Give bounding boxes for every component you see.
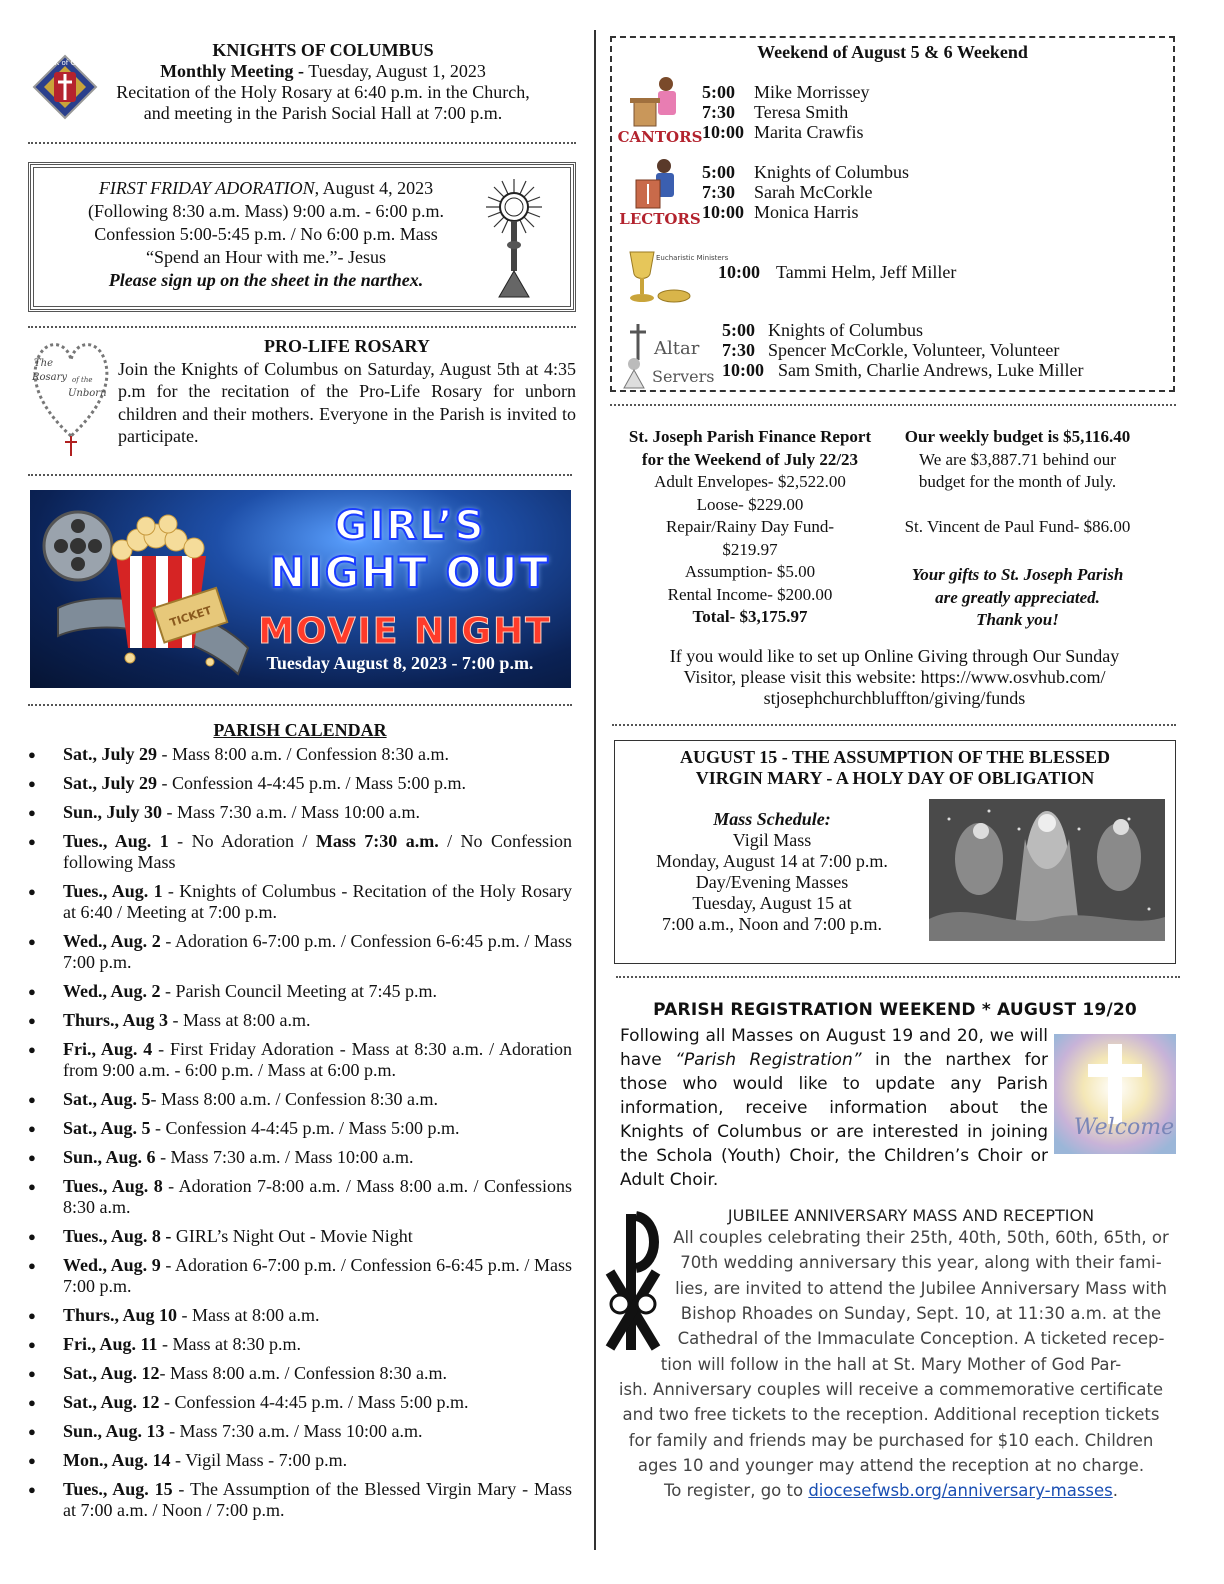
jubilee-anniversary-section — [606, 1206, 1176, 1503]
finance-total: Total- $3,175.97 — [692, 607, 808, 626]
jubilee-line: ish. Anniversary couples will receive a commemorative certificate — [618, 1379, 1164, 1399]
schedule-title: Weekend of August 5 & 6 Weekend — [757, 42, 1028, 62]
koc-meeting-label: Monthly Meeting - — [160, 61, 305, 81]
anniversary-masses-link[interactable]: diocesefwsb.org/anniversary-masses — [808, 1481, 1113, 1501]
calendar-item: ● Sun., Aug. 13 - Mass 7:30 a.m. / Mass 10:00 a.m. — [28, 1421, 572, 1442]
altar-servers-icon — [620, 320, 720, 390]
jubilee-line: Bishop Rhoades on Sunday, Sept. 10, at 11:30 a.m. at the — [680, 1304, 1162, 1324]
thanks-line: Thank you! — [976, 610, 1059, 629]
adoration-title: FIRST FRIDAY ADORATION — [98, 178, 315, 198]
jubilee-line: lies, are invited to attend the Jubilee Anniversary Mass with — [675, 1278, 1167, 1298]
thanks-line: are greatly appreciated. — [935, 587, 1100, 607]
em-label: Eucharistic Ministers — [656, 254, 729, 262]
divider — [616, 976, 1180, 978]
calendar-item: ● Sat., Aug. 5 - Confession 4-4:45 p.m. / Mass 5:00 p.m. — [28, 1118, 572, 1139]
logo-text: K of C — [54, 59, 76, 67]
calendar-item: ● Wed., Aug. 2 - Parish Council Meeting at 7:45 p.m. — [28, 981, 572, 1002]
divider — [28, 704, 572, 706]
calendar-item: ● Sat., July 29 - Mass 8:00 a.m. / Confession 8:30 a.m. — [28, 744, 572, 765]
schedule-line: Tuesday, August 15 at — [692, 893, 852, 913]
calendar-item: ● Sat., July 29 - Confession 4-4:45 p.m. / Mass 5:00 p.m. — [28, 773, 572, 794]
adoration-line-5: Please sign up on the sheet in the narthex. — [108, 270, 424, 290]
online-line-1: If you would like to set up Online Giving through Our Sunday — [669, 646, 1120, 666]
calendar-item: ● Sun., Aug. 6 - Mass 7:30 a.m. / Mass 10:00 a.m. — [28, 1147, 572, 1168]
schedule-line: Monday, August 14 at 7:00 p.m. — [656, 851, 888, 871]
calendar-item: ● Tues., Aug. 1 - No Adoration / Mass 7:30 a.m. / No Confession following Mass — [28, 831, 572, 873]
finance-line: Rental Income- $200.00 — [667, 584, 833, 604]
calendar-item: ● Tues., Aug. 8 - GIRL’s Night Out - Movie Night — [28, 1226, 572, 1247]
girls-night-out-banner — [30, 490, 571, 688]
ticket-text: TICKET — [168, 603, 214, 630]
calendar-item: ● Sat., Aug. 12 - Confession 4-4:45 p.m. / Mass 5:00 p.m. — [28, 1392, 572, 1413]
koc-line-4: and meeting in the Parish Social Hall at 7:00 p.m. — [143, 103, 503, 123]
banner-date: Tuesday August 8, 2023 - 7:00 p.m. — [266, 653, 534, 673]
finance-line: Assumption- $5.00 — [684, 562, 816, 581]
calendar-item: ● Tues., Aug. 15 - The Assumption of the Blessed Virgin Mary - Mass at 7:00 a.m. / Noon / 7:00 p.m. — [28, 1479, 572, 1521]
adoration-line-2: (Following 8:30 a.m. Mass) 9:00 a.m. - 6:00 p.m. — [88, 201, 444, 221]
calendar-item: ● Fri., Aug. 11 - Mass at 8:30 p.m. — [28, 1334, 572, 1355]
adoration-date: , August 4, 2023 — [314, 178, 434, 198]
banner-line-2: NIGHT OUT — [269, 548, 551, 597]
adoration-line-3: Confession 5:00-5:45 p.m. / No 6:00 p.m. Mass — [94, 224, 438, 244]
budget-line: We are $3,887.71 behind our — [919, 449, 1116, 469]
registration-title: PARISH REGISTRATION WEEKEND * AUGUST 19/20 — [653, 1000, 1137, 1020]
rosary-img-text-4: Unborn — [68, 388, 107, 399]
cantors-label: CANTORS — [617, 128, 703, 146]
lectors-label: LECTORS — [619, 210, 701, 228]
calendar-item: ● Sat., Aug. 12- Mass 8:00 a.m. / Confession 8:30 a.m. — [28, 1363, 572, 1384]
finance-line: Adult Envelopes- $2,522.00 — [654, 472, 846, 491]
calendar-item: ● Thurs., Aug 3 - Mass at 8:00 a.m. — [28, 1010, 572, 1031]
divider — [28, 142, 576, 144]
divider — [28, 326, 576, 328]
online-giving — [612, 646, 1177, 709]
schedule-line: Day/Evening Masses — [695, 872, 849, 892]
jubilee-line: All couples celebrating their 25th, 40th, 50th, 60th, 65th, or — [673, 1228, 1169, 1248]
welcome-text: Welcome — [1073, 1115, 1175, 1140]
rosary-of-the-unborn-icon — [28, 336, 114, 460]
jubilee-line: Cathedral of the Immaculate Conception. A ticketed recep- — [677, 1329, 1165, 1349]
servers-label-1: Altar — [654, 338, 700, 359]
thanks-line: Your gifts to St. Joseph Parish — [911, 565, 1124, 584]
divider — [612, 724, 1176, 726]
calendar-item: ● Sat., Aug. 5- Mass 8:00 a.m. / Confession 8:30 a.m. — [28, 1089, 572, 1110]
assumption-box — [614, 740, 1176, 964]
divider — [610, 404, 1176, 406]
finance-line: $219.97 — [722, 539, 778, 559]
parish-calendar — [28, 720, 572, 1529]
finance-line: Repair/Rainy Day Fund- — [665, 517, 835, 536]
calendar-title: PARISH CALENDAR — [213, 720, 387, 740]
calendar-item: ● Fri., Aug. 4 - First Friday Adoration - Mass at 8:30 a.m. / Adoration from 9:00 a.m. - 6:00 p.m. / Mass at 6:00 p.m. — [28, 1039, 572, 1081]
svdp-fund: St. Vincent de Paul Fund- $86.00 — [904, 516, 1131, 536]
first-friday-adoration-box — [28, 162, 576, 312]
rosary-img-text-1: The — [34, 358, 54, 369]
banner-line-1: GIRL’S — [334, 503, 486, 549]
divider — [28, 474, 572, 476]
online-line-3: stjosephchurchbluffton/giving/funds — [763, 688, 1026, 708]
calendar-item: ● Tues., Aug. 8 - Adoration 7-8:00 a.m. / Mass 8:00 a.m. / Confessions 8:30 a.m. — [28, 1176, 572, 1218]
assumption-artwork-icon — [929, 799, 1165, 941]
assumption-title-1: AUGUST 15 - THE ASSUMPTION OF THE BLESSED — [680, 747, 1110, 767]
koc-line-3: Recitation of the Holy Rosary at 6:40 p.m. in the Church, — [116, 82, 530, 102]
calendar-list — [28, 744, 572, 1521]
jubilee-line: for family and friends may be purchased for $10 each. Children — [628, 1430, 1154, 1450]
calendar-item: ● Mon., Aug. 14 - Vigil Mass - 7:00 p.m. — [28, 1450, 572, 1471]
assumption-title-2: VIRGIN MARY - A HOLY DAY OF OBLIGATION — [695, 768, 1095, 788]
adoration-line-4: “Spend an Hour with me.”- Jesus — [146, 247, 386, 267]
calendar-item: ● Tues., Aug. 1 - Knights of Columbus - Recitation of the Holy Rosary at 6:40 / Meeting at 7:00 p.m. — [28, 881, 572, 923]
mass-schedule-title: Mass Schedule: — [713, 809, 831, 829]
banner-line-3: MOVIE NIGHT — [258, 611, 552, 652]
popcorn-film-reel-icon — [38, 498, 258, 678]
knights-of-columbus-emblem-icon — [32, 54, 98, 120]
jubilee-title: JUBILEE ANNIVERSARY MASS AND RECEPTION — [727, 1206, 1095, 1225]
welcome-cross-icon — [1054, 1034, 1176, 1154]
pro-life-rosary-section — [28, 336, 576, 448]
finance-report — [606, 426, 894, 629]
finance-line: Loose- $229.00 — [696, 494, 804, 514]
finance-title-1: St. Joseph Parish Finance Report — [628, 427, 872, 446]
schedule-line: 7:00 a.m., Noon and 7:00 p.m. — [662, 914, 882, 934]
calendar-item: ● Wed., Aug. 2 - Adoration 6-7:00 p.m. / Confession 6-6:45 p.m. / Mass 7:00 p.m. — [28, 931, 572, 973]
schedule-line: Vigil Mass — [732, 830, 812, 850]
registration-body: Following all Masses on August 19 and 20, we will have “Parish Registration” in the narthex for those who would like to update any Parish information, receive information about the Knights of Columbus or are interested in joining the Schola (Youth) Choir, the Children’s Choir or Adult Choir. — [620, 1026, 1048, 1191]
cantor-icon — [617, 74, 703, 146]
servers-label-2: Servers — [652, 367, 715, 386]
jubilee-line: 70th wedding anniversary this year, along with their fami- — [680, 1253, 1162, 1273]
jubilee-line: and two free tickets to the reception. Additional reception tickets — [622, 1405, 1160, 1425]
knights-of-columbus-section — [28, 40, 578, 124]
finance-title-2: for the Weekend of July 22/23 — [641, 449, 859, 469]
budget-line: budget for the month of July. — [918, 472, 1117, 491]
rosary-img-text-3: of the — [72, 376, 93, 384]
koc-meeting-date: Tuesday, August 1, 2023 — [304, 61, 486, 81]
calendar-item: ● Wed., Aug. 9 - Adoration 6-7:00 p.m. / Confession 6-6:45 p.m. / Mass 7:00 p.m. — [28, 1255, 572, 1297]
ministry-schedule-box: Weekend of August 5 & 6 Weekend CANTORS 5:00 Mike Morrissey 7:30 Teresa Smith 10:00 Marita Crawfis LECTORS 5:00 Knights of Columbus 7:30 Sarah McCorkle 10:00 Monica Harris Eucharistic Ministers 10:00 Tammi Helm, Jeff Miller Altar Servers 5:00 Knights of Columbus 7:30 Spencer McCorkle, Volunteer, Volunteer 10:00 Sam Smith, Charlie Andrews, Luke Miller — [610, 36, 1175, 392]
lector-icon — [620, 154, 702, 226]
jubilee-line: tion will follow in the hall at St. Mary Mother of God Par- — [660, 1354, 1122, 1374]
parish-registration-section — [620, 1000, 1175, 1192]
rosary-img-text-2: Rosary — [32, 372, 68, 383]
jubilee-register-line: To register, go to diocesefwsb.org/anniversary-masses. — [663, 1481, 1119, 1501]
koc-title: KNIGHTS OF COLUMBUS — [212, 40, 434, 60]
chalice-icon — [620, 246, 729, 310]
chi-rho-icon — [606, 1212, 662, 1352]
monstrance-icon — [479, 175, 549, 303]
calendar-item: ● Sun., July 30 - Mass 7:30 a.m. / Mass 10:00 a.m. — [28, 802, 572, 823]
pro-life-title: PRO-LIFE ROSARY — [264, 336, 430, 356]
budget-title: Our weekly budget is $5,116.40 — [904, 427, 1131, 446]
calendar-item: ● Thurs., Aug 10 - Mass at 8:00 a.m. — [28, 1305, 572, 1326]
online-line-2: Visitor, please visit this website: https://www.osvhub.com/ — [683, 667, 1106, 687]
weekly-budget — [880, 426, 1155, 632]
column-divider — [594, 30, 596, 1550]
jubilee-line: ages 10 and younger may attend the reception at no charge. — [637, 1455, 1145, 1475]
pro-life-body: Join the Knights of Columbus on Saturday, August 5th at 4:35 p.m for the recitation of the Pro-Life Rosary for unborn children and their mothers. Everyone in the Parish is invited to participate. — [118, 358, 576, 447]
